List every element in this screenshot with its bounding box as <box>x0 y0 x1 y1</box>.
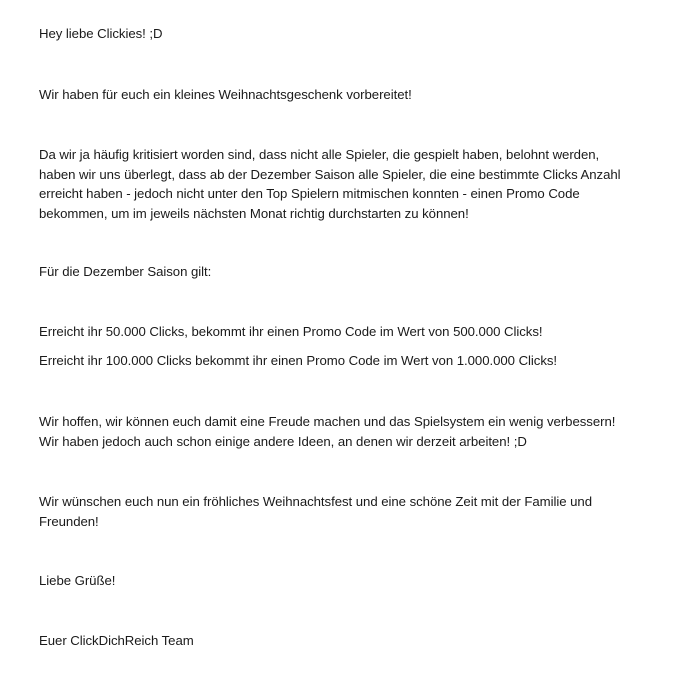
greeting-text: Hey liebe Clickies! ;D <box>39 26 163 41</box>
closing-text: Liebe Grüße! <box>39 573 116 588</box>
signature-paragraph <box>39 631 644 651</box>
closing-paragraph <box>39 571 644 591</box>
explanation-line: Da wir ja häufig kritisiert worden sind, dass nicht alle Spieler, die gespielt haben, belohnt werden, <box>39 147 600 162</box>
rule-2-text: Erreicht ihr 100.000 Clicks bekommt ihr einen Promo Code im Wert von 1.000.000 Clicks! <box>39 353 558 368</box>
wishes-paragraph <box>39 492 644 531</box>
explanation-line: bekommen, um im jeweils nächsten Monat richtig durchstarten zu können! <box>39 205 469 221</box>
explanation-line: erreicht haben - jedoch nicht unter den Top Spielern mitmischen konnten - einen Promo Code <box>39 186 580 201</box>
rule-1-paragraph <box>39 322 644 342</box>
season-heading-paragraph <box>39 262 644 282</box>
wishes-line: Wir wünschen euch nun ein fröhliches Weihnachtsfest und eine schöne Zeit mit der Familie und <box>39 494 592 509</box>
rule-1-text: Erreicht ihr 50.000 Clicks, bekommt ihr einen Promo Code im Wert von 500.000 Clicks! <box>39 324 543 339</box>
intro-paragraph <box>39 85 644 105</box>
season-heading-text: Für die Dezember Saison gilt: <box>39 264 212 279</box>
greeting-paragraph <box>39 24 644 44</box>
hope-line: Wir haben jedoch auch schon einige andere Ideen, an denen wir derzeit arbeiten! ;D <box>39 433 527 449</box>
signature-text: Euer ClickDichReich Team <box>39 633 194 648</box>
wishes-line: Freunden! <box>39 513 99 529</box>
rule-2-paragraph <box>39 351 644 371</box>
hope-paragraph <box>39 412 644 451</box>
hope-line: Wir hoffen, wir können euch damit eine Freude machen und das Spielsystem ein wenig verbessern! <box>39 414 616 429</box>
explanation-line: haben wir uns überlegt, dass ab der Dezember Saison alle Spieler, die eine bestimmte Clicks Anzahl <box>39 166 621 182</box>
explanation-paragraph <box>39 145 644 223</box>
intro-text: Wir haben für euch ein kleines Weihnachtsgeschenk vorbereitet! <box>39 87 412 102</box>
